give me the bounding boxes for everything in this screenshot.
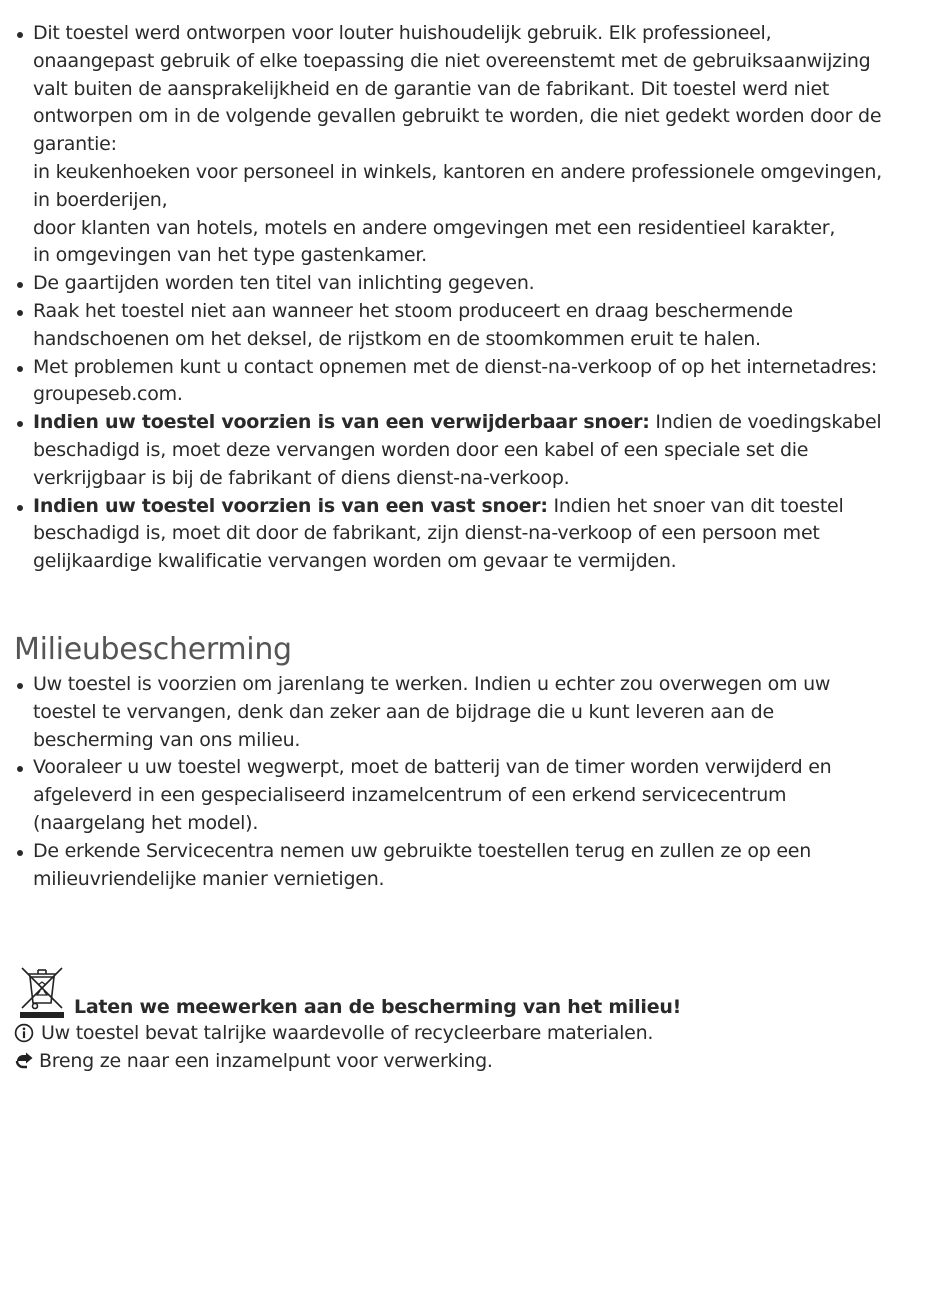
eco-title: Laten we meewerken aan de bescherming van het milieu! xyxy=(74,996,682,1019)
eco-arrow-text: Breng ze naar een inzamelpunt voor verwerking. xyxy=(39,1050,493,1073)
section-heading-environment: Milieubescherming xyxy=(14,631,292,667)
excluded-uses-list xyxy=(33,159,894,270)
excluded-use-item: in boerderijen, xyxy=(33,188,168,211)
safety-item-text: De gaartijden worden ten titel van inlichting gegeven. xyxy=(33,272,535,295)
safety-item-text: Dit toestel werd ontworpen voor louter huishoudelijk gebruik. Elk professioneel, onaangepast gebruik of elke toepassing die niet overeenstemt met de gebruiksaanwijzing valt buiten de aansprakelijkheid en de garantie van de fabrikant. Dit toestel werd niet ontworpen om in de volgende gevallen gebruikt te worden, die niet gedekt worden door de garantie: xyxy=(33,22,882,156)
eco-title-row xyxy=(14,965,894,1019)
safety-item-support xyxy=(14,354,894,410)
safety-item-bold-lead: Indien uw toestel voorzien is van een vast snoer: xyxy=(33,494,548,517)
excluded-use-item: door klanten van hotels, motels en andere omgevingen met een residentieel karakter, xyxy=(33,216,836,239)
safety-item-household-use xyxy=(14,20,894,270)
excluded-use-item: in omgevingen van het type gastenkamer. xyxy=(33,244,427,267)
crossed-out-wheelie-bin-icon xyxy=(18,965,66,1019)
arrow-right-icon xyxy=(14,1052,34,1070)
environment-item: Vooraleer u uw toestel wegwerpt, moet de batterij van de timer worden verwijderd en afgeleverd in een gespecialiseerd inzamelcentrum of een erkend servicecentrum (naargelang het model). xyxy=(14,754,894,837)
environment-item: De erkende Servicecentra nemen uw gebruikte toestellen terug en zullen ze op een milieuvriendelijke manier vernietigen. xyxy=(14,838,894,894)
safety-item-text: Met problemen kunt u contact opnemen met de dienst-na-verkoop of op het internetadres: groupeseb.com. xyxy=(33,355,878,406)
safety-item-text: Indien het snoer van dit toestel beschadigd is, moet dit door de fabrikant, zijn dienst-na-verkoop of een persoon met gelijkaardige kwalificatie vervangen worden om gevaar te vermijden. xyxy=(33,494,844,573)
safety-item-text: Indien de voedingskabel beschadigd is, moet deze vervangen worden door een kabel of een speciale set die verkrijgbaar is bij de fabrikant of diens dienst-na-verkoop. xyxy=(33,411,882,489)
excluded-use-item: in keukenhoeken voor personeel in winkels, kantoren en andere professionele omgevingen, xyxy=(33,160,882,183)
eco-info-line xyxy=(14,1019,894,1047)
document-page xyxy=(14,20,894,1075)
safety-item-text: Raak het toestel niet aan wanneer het stoom produceert en draag beschermende handschoenen om het deksel, de rijstkom en de stoomkommen eruit te halen. xyxy=(33,299,793,350)
environment-list xyxy=(14,671,894,893)
safety-item-cooking-times xyxy=(14,270,894,298)
eco-arrow-line xyxy=(14,1047,894,1075)
environment-item: Uw toestel is voorzien om jarenlang te werken. Indien u echter zou overwegen om uw toestel te vervangen, denk dan zeker aan de bijdrage die u kunt leveren aan de bescherming van ons milieu. xyxy=(14,671,894,754)
safety-item-steam xyxy=(14,298,894,354)
eco-info-text: Uw toestel bevat talrijke waardevolle of recycleerbare materialen. xyxy=(41,1022,654,1045)
info-icon xyxy=(14,1023,34,1043)
safety-item-removable-cord xyxy=(14,409,894,492)
safety-list xyxy=(14,20,894,576)
safety-item-bold-lead: Indien uw toestel voorzien is van een verwijderbaar snoer: xyxy=(33,411,650,434)
safety-item-fixed-cord xyxy=(14,493,894,576)
eco-block xyxy=(14,965,894,1075)
